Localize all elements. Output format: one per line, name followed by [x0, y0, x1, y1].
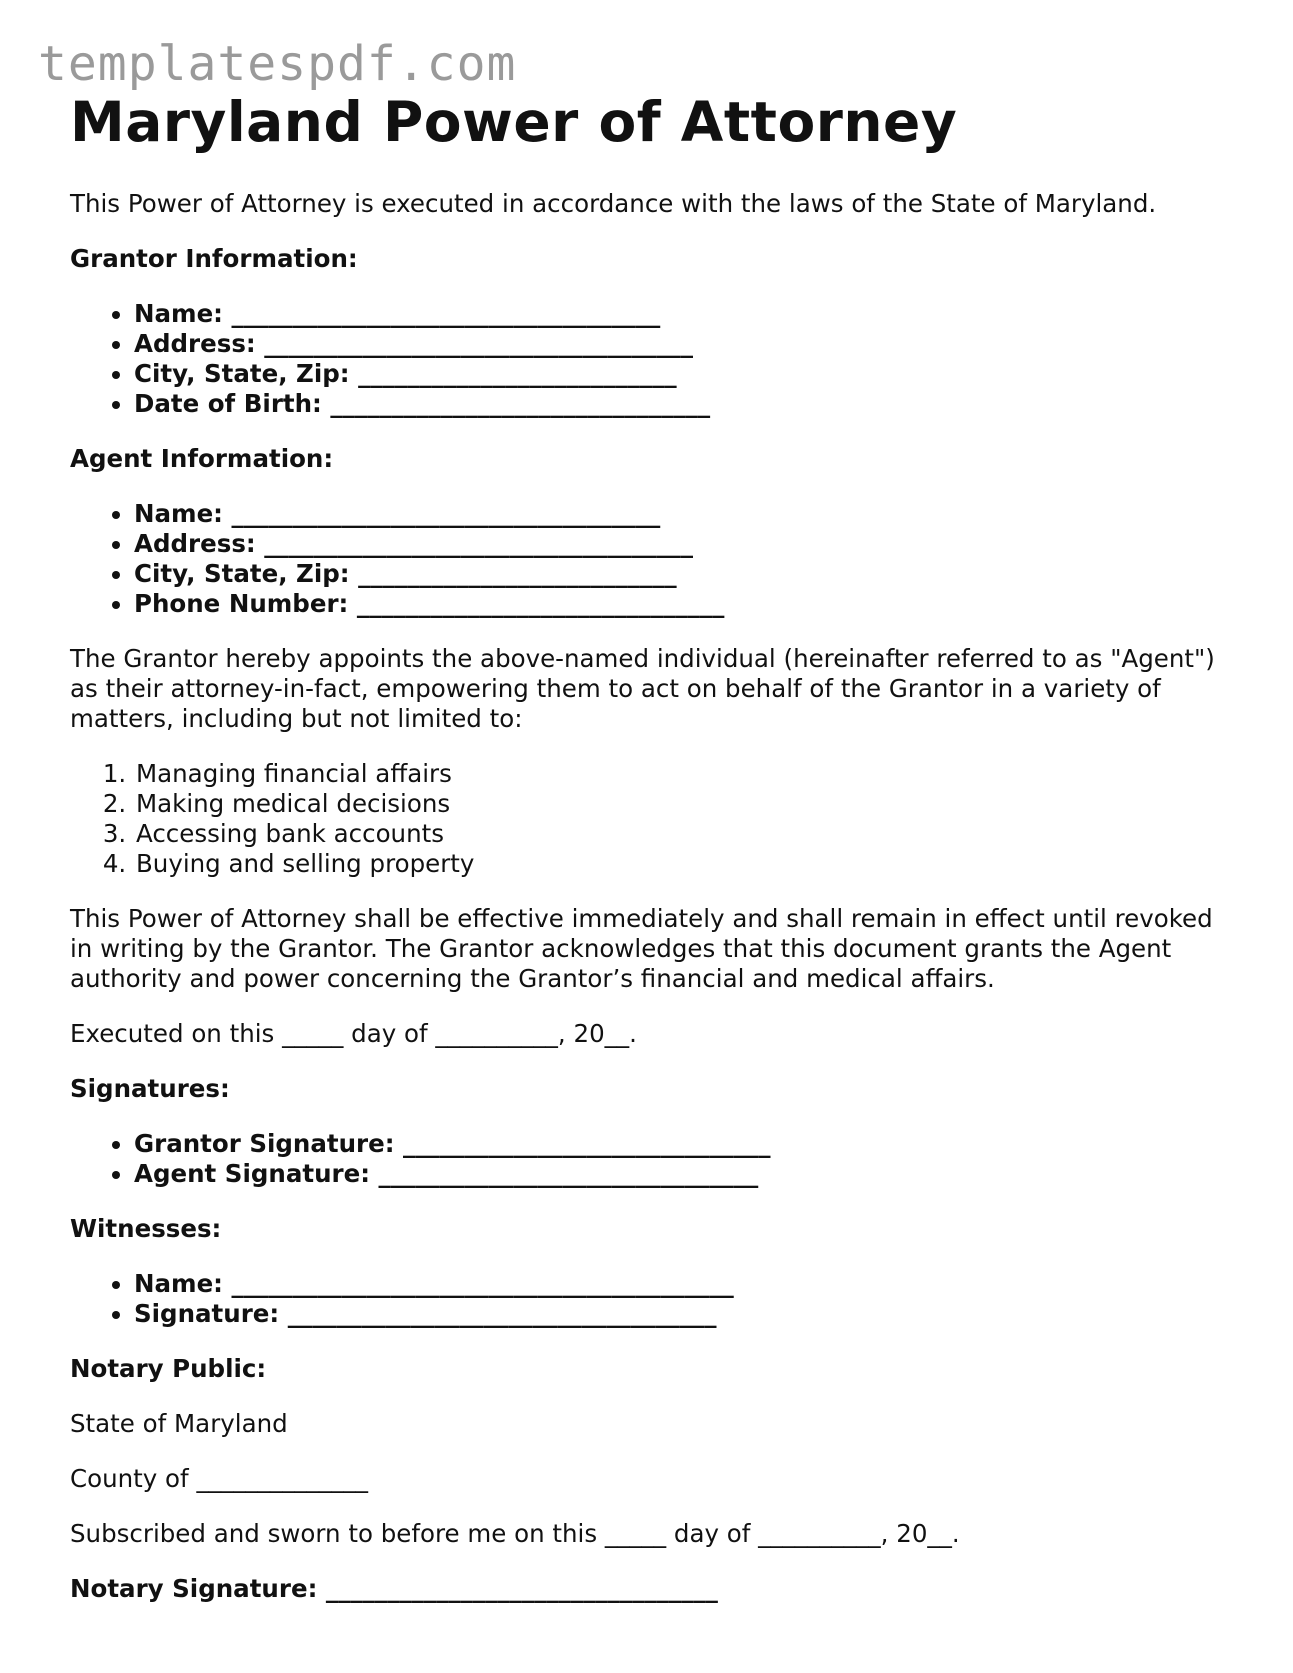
notary-county-field[interactable]: County of ______________ — [70, 1463, 368, 1493]
grantor-dob-field[interactable]: • Date of Birth: _______________________________ — [134, 389, 1230, 419]
powers-list — [70, 759, 1230, 879]
appointment-paragraph: The Grantor hereby appoints the above-named individual (hereinafter referred to as "Agent") as their attorney-in-fact, empowering them to act on behalf of the Grantor in a variety of matters, including but not limited to: — [70, 643, 1215, 733]
grantor-fields — [70, 299, 1230, 419]
power-item: 2. Making medical decisions — [134, 789, 1230, 819]
notary-heading: Notary Public: — [70, 1353, 267, 1383]
signature-fields — [70, 1129, 1230, 1189]
witnesses-heading: Witnesses: — [70, 1213, 222, 1243]
power-item: 3. Accessing bank accounts — [134, 819, 1230, 849]
watermark: templatespdf.com — [38, 36, 517, 92]
executed-date-line[interactable]: Executed on this _____ day of __________, 20__. — [70, 1018, 637, 1048]
agent-phone-field[interactable]: • Phone Number: ______________________________ — [134, 589, 1230, 619]
grantor-city-state-zip-field[interactable]: • City, State, Zip: __________________________ — [134, 359, 1230, 389]
notary-state: State of Maryland — [70, 1408, 288, 1438]
witness-signature-field[interactable]: • Signature: ___________________________________ — [134, 1299, 1230, 1329]
grantor-signature-field[interactable]: • Grantor Signature: ______________________________ — [134, 1129, 1230, 1159]
agent-signature-field[interactable]: • Agent Signature: _______________________________ — [134, 1159, 1230, 1189]
power-item: 4. Buying and selling property — [134, 849, 1230, 879]
grantor-address-field[interactable]: • Address: ___________________________________ — [134, 329, 1230, 359]
signatures-heading: Signatures: — [70, 1073, 230, 1103]
power-item: 1. Managing financial affairs — [134, 759, 1230, 789]
effective-paragraph: This Power of Attorney shall be effective immediately and shall remain in effect until revoked in writing by the Grantor. The Grantor acknowledges that this document grants the Agent authority and power concerning the Grantor’s financial and medical affairs. — [70, 903, 1213, 993]
agent-address-field[interactable]: • Address: ___________________________________ — [134, 529, 1230, 559]
notary-signature-field[interactable]: Notary Signature: ________________________________ — [70, 1573, 718, 1603]
page-title: Maryland Power of Attorney — [70, 90, 958, 154]
grantor-name-field[interactable]: • Name: ___________________________________ — [134, 299, 1230, 329]
agent-heading: Agent Information: — [70, 443, 334, 473]
grantor-heading: Grantor Information: — [70, 243, 358, 273]
agent-city-state-zip-field[interactable]: • City, State, Zip: __________________________ — [134, 559, 1230, 589]
witness-name-field[interactable]: • Name: _________________________________________ — [134, 1269, 1230, 1299]
intro-paragraph: This Power of Attorney is executed in accordance with the laws of the State of Maryland. — [70, 188, 1157, 218]
agent-name-field[interactable]: • Name: ___________________________________ — [134, 499, 1230, 529]
agent-fields — [70, 499, 1230, 619]
witness-fields — [70, 1269, 1230, 1329]
document-page — [70, 92, 1230, 1604]
notary-sworn-line[interactable]: Subscribed and sworn to before me on this _____ day of __________, 20__. — [70, 1518, 960, 1548]
